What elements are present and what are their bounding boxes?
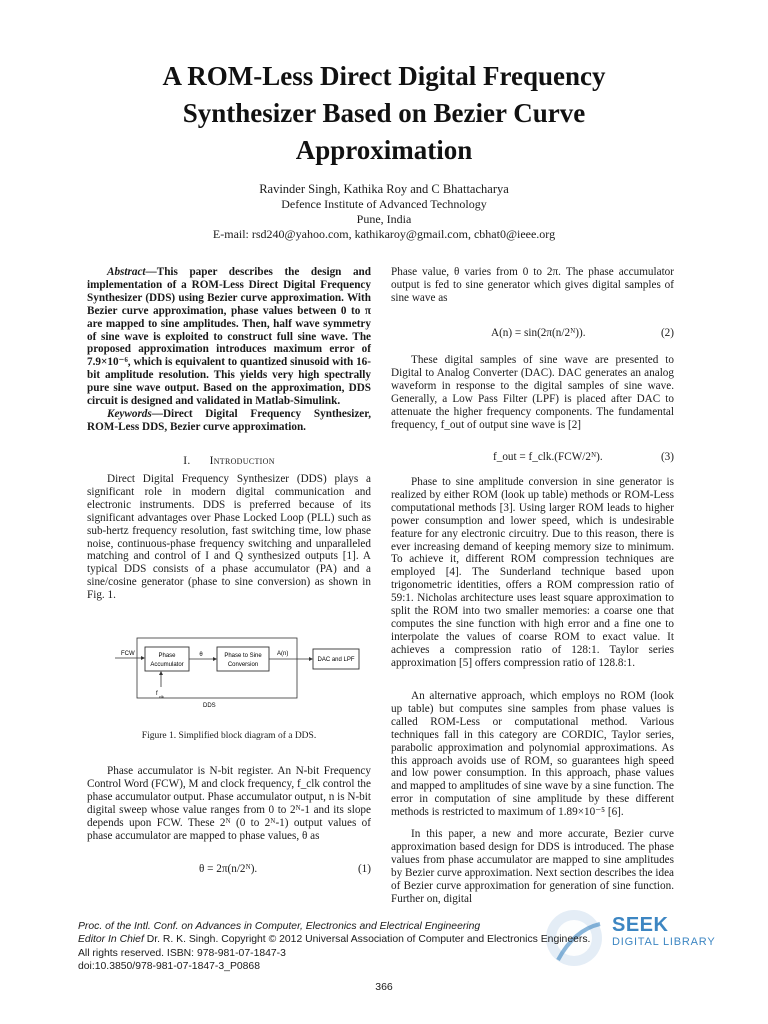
right-paragraph-2: Phase to sine amplitude conversion in sine generator is realized by either ROM (look up table) methods or ROM-Less computational methods [3]. Using larger ROM leads to higher power consumption and lower speed, which is undesirable feature for any electronic circuitry. Due to this reason, there is ever increasing demand of keeping memory size to minimum. To achieve it, different ROM compression techniques are employed [4]. The Sunderland technique based upon trigonometric identities, offers a ROM compression ratio of 59:1. Nicholas architecture uses least square approximation to split the ROM into two smaller memories: a coarse one that computes the sine function with high error and a fine one to interpolate the values of coarse ROM to exact value. It achieves a compression ratio of 128:1. Taylor series approximation [5] offers compression ratio of 128.8:1. bbox=[391, 476, 674, 669]
watermark-small: DIGITAL LIBRARY bbox=[612, 936, 716, 948]
fcw-label: FCW bbox=[121, 651, 135, 657]
equation-3-expr: f_out = f_clk.(FCW/2ᴺ). bbox=[493, 451, 603, 463]
footer-doi: doi:10.3850/978-981-07-1847-3_P0868 bbox=[78, 961, 260, 973]
converter-label-1: Phase to Sine bbox=[224, 653, 262, 659]
abstract-block bbox=[87, 266, 371, 408]
keywords-text: —Direct Digital Frequency Synthesizer, ROM-Less DDS, Bezier curve approximation. bbox=[87, 408, 371, 433]
footer-isbn: All rights reserved. ISBN: 978-981-07-1847-3 bbox=[78, 947, 286, 959]
footer bbox=[78, 920, 698, 974]
accumulator-label-2: Accumulator bbox=[150, 662, 184, 668]
right-paragraph-4: In this paper, a new and more accurate, Bezier curve approximation based design for DDS is introduced. The phase values from phase accumulator are mapped to sine amplitudes by Bezier curve approximation. Next section describes the idea of Bezier curve approximation for generation of sine function. Further on, digital bbox=[391, 828, 675, 905]
theta-label: θ bbox=[199, 652, 203, 658]
equation-2-expr: A(n) = sin(2π(n/2ᴺ)). bbox=[491, 327, 586, 339]
an-label: A(n) bbox=[277, 651, 289, 657]
keywords-label: Keywords bbox=[107, 408, 152, 420]
right-paragraph-3: An alternative approach, which employs no ROM (look up table) but computes sine samples from phase values is called ROM-Less or computational method. Various techniques fall in this category are CORDIC, Taylor series, parabolic approximation and polynomial approximations. As this approach avoids use of ROM, so guarantees high speed and low power consumption. In this approach, phase values and mapped to amplitudes of sine wave by a sine function. The error in computation of sine amplitude by these different methods is restricted to maximum of 1.89×10⁻⁵ [6]. bbox=[391, 690, 674, 819]
section-title: Introduction bbox=[209, 455, 275, 467]
title-line-1: A ROM-Less Direct Digital Frequency bbox=[162, 61, 606, 91]
converter-label-2: Conversion bbox=[227, 662, 259, 668]
right-paragraph-0: Phase value, θ varies from 0 to 2π. The phase accumulator output is fed to sine generator which gives digital samples of sine wave as bbox=[391, 266, 674, 304]
equation-1-number: (1) bbox=[357, 863, 371, 875]
watermark-big: SEEK bbox=[612, 914, 669, 936]
page-number: 366 bbox=[375, 981, 393, 993]
affiliation-location: Pune, India bbox=[356, 212, 412, 226]
intro-paragraph-2: Phase accumulator is N-bit register. An N-bit Frequency Control Word (FCW), M and clock frequency, f_clk control the phase accumulator output. Phase accumulator output, n is N-bit digital sweep whose value ranges from 0 to 2ᴺ-1 and its slope depends upon FCW. These 2ᴺ (0 to 2ᴺ-1) output values of phase accumulator are mapped to phase values, θ as bbox=[87, 765, 371, 842]
paper-title bbox=[0, 58, 768, 169]
section-heading-introduction bbox=[87, 455, 371, 467]
equation-3 bbox=[391, 451, 674, 465]
footer-proceedings: Proc. of the Intl. Conf. on Advances in Computer, Electronics and Electrical Engineering bbox=[78, 921, 481, 932]
equation-1-expr: θ = 2π(n/2ᴺ). bbox=[199, 863, 258, 875]
equation-2-number: (2) bbox=[660, 327, 674, 339]
authors: Ravinder Singh, Kathika Roy and C Bhattacharya bbox=[259, 182, 509, 196]
dac-label: DAC and LPF bbox=[317, 657, 355, 663]
affiliation bbox=[0, 197, 768, 242]
dds-label: DDS bbox=[203, 703, 216, 709]
abstract-label: Abstract bbox=[107, 266, 146, 278]
intro-paragraph-1: Direct Digital Frequency Synthesizer (DDS) plays a significant role in modern digital communication and electronic instruments. DDS is preferred because of its significant advantages over Phase Locked Loop (PLL) such as sub-hertz frequency resolution, fast switching time, low phase noise, continuous-phase frequency switching and unparalleled matching and control of I and Q synthesized outputs [1]. A typical DDS consists of a phase accumulator (PA) and a sine/cosine generator (phase to sine conversion) as shown in Fig. 1. bbox=[87, 473, 371, 602]
equation-1 bbox=[87, 863, 371, 877]
footer-copyright: Dr. R. K. Singh. Copyright © 2012 Universal Association of Computer and Electronics Engineers. bbox=[143, 934, 591, 946]
fclk-subscript: clk bbox=[159, 694, 164, 699]
footer-editor-line bbox=[78, 933, 698, 946]
figure-1-caption: Figure 1. Simplified block diagram of a DDS. bbox=[141, 731, 317, 741]
affiliation-email: E-mail: rsd240@yahoo.com, kathikaroy@gmail.com, cbhat0@ieee.org bbox=[212, 227, 556, 241]
title-line-2: Synthesizer Based on Bezier Curve bbox=[182, 98, 586, 128]
title-line-3: Approximation bbox=[295, 135, 473, 165]
affiliation-institute: Defence Institute of Advanced Technology bbox=[281, 197, 487, 211]
right-paragraph-1: These digital samples of sine wave are presented to Digital to Analog Converter (DAC). DAC generates an analog waveform in response to the digital samples of sine wave. Generally, a Low Pass Filter (LPF) is placed after DAC to attenuate the higher frequency components. The fundamental frequency, f_out of output sine wave is [2] bbox=[391, 354, 674, 431]
figure-1-block-diagram bbox=[115, 635, 375, 715]
footer-editor-label: Editor In Chief bbox=[78, 934, 144, 946]
abstract-text: —This paper describes the design and implementation of a ROM-Less Direct Digital Frequency Synthesizer (DDS) using Bezier curve approximation. With Bezier curve approximation, phase values between 0 to π are mapped to sine amplitudes. Then, half wave symmetry of sine wave is exploited to construct full sine wave. The proposed approximation introduces maximum error of 7.9×10⁻⁶, which is equivalent to quantized sinusoid with 16-bit amplitude resolution. This yields very high spectrally pure sine wave output. Based on the approximation, DDS circuit is designed and validated in Matlab-Simulink. bbox=[87, 266, 371, 408]
fclk-label: f bbox=[156, 691, 158, 697]
keywords-block bbox=[87, 408, 371, 434]
section-number: I. bbox=[183, 455, 191, 467]
accumulator-label-1: Phase bbox=[158, 653, 176, 659]
equation-3-number: (3) bbox=[660, 451, 674, 463]
equation-2 bbox=[391, 327, 674, 341]
